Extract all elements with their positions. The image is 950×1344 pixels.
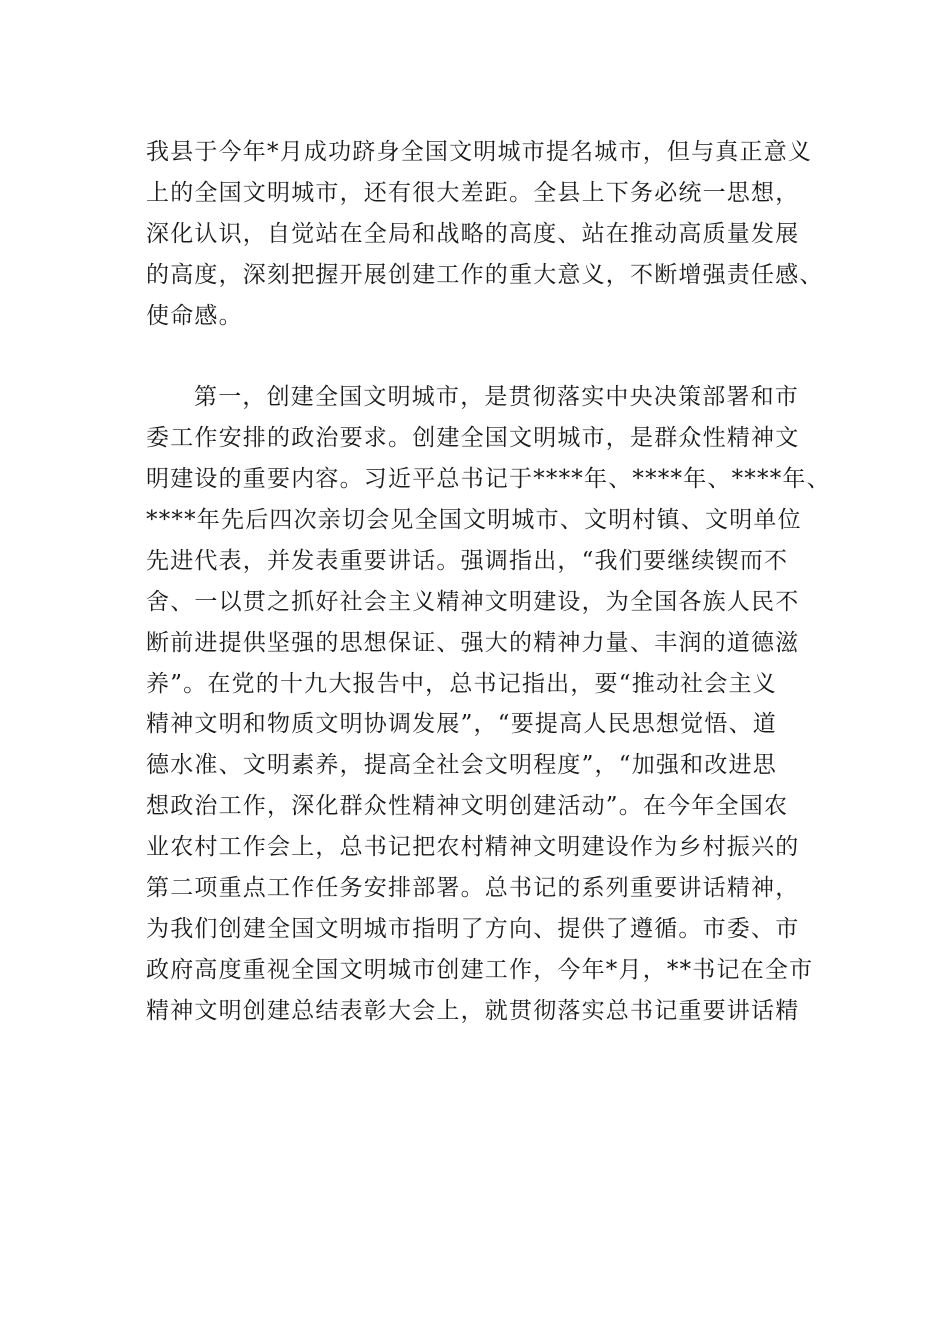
document-body (146, 132, 831, 1072)
paragraph-line: 委工作安排的政治要求。创建全国文明城市，是群众性精神文 (146, 425, 800, 452)
paragraph-line: 第一，创建全国文明城市，是贯彻落实中央决策部署和市 (194, 384, 799, 411)
paragraph-line: 使命感。 (146, 302, 243, 329)
paragraph-line: ****年先后四次亲切会见全国文明城市、文明村镇、文明单位 (146, 507, 802, 534)
paragraph-spacer (146, 336, 816, 377)
paragraph-line: 精神文明创建总结表彰大会上，就贯彻落实总书记重要讲话精 (146, 997, 800, 1024)
paragraph-line: 我县于今年*月成功跻身全国文明城市提名城市，但与真正意义 (146, 139, 813, 165)
paragraph-line: 舍、一以贯之抓好社会主义精神文明建设，为全国各族人民不 (146, 588, 800, 615)
paragraph-line: 深化认识，自觉站在全局和战略的高度、站在推动高质量发展 (146, 220, 800, 247)
paragraph-line (146, 1032, 816, 1073)
paragraph-line: 想政治工作，深化群众性精神文明创建活动”。在今年全国农 (146, 793, 789, 820)
paragraph-line: 断前进提供坚强的思想保证、强大的精神力量、丰润的道德滋 (146, 629, 800, 656)
paragraph-line: 养”。在党的十九大报告中，总书记指出，要“推动社会主义 (146, 670, 777, 697)
paragraph-line: 明建设的重要内容。习近平总书记于****年、****年、****年、 (146, 466, 831, 493)
paragraph-line: 精神文明和物质文明协调发展”，“要提高人民思想觉悟、道 (146, 711, 777, 738)
paragraph-line: 的高度，深刻把握开展创建工作的重大意义，不断增强责任感、 (146, 261, 824, 288)
paragraph-line: 先进代表，并发表重要讲话。强调指出，“我们要继续锲而不 (146, 547, 789, 574)
paragraph-line: 上的全国文明城市，还有很大差距。全县上下务必统一思想， (146, 179, 800, 206)
paragraph-2 (146, 377, 831, 1072)
paragraph-line: 第二项重点工作任务安排部署。总书记的系列重要讲话精神， (146, 875, 800, 902)
paragraph-line: 为我们创建全国文明城市指明了方向、提供了遵循。市委、市 (146, 915, 800, 942)
paragraph-line: 德水准、文明素养，提高全社会文明程度”，“加强和改进思 (146, 752, 777, 779)
paragraph-line: 业农村工作会上，总书记把农村精神文明建设作为乡村振兴的 (146, 834, 800, 861)
paragraph-1 (146, 132, 824, 336)
paragraph-line: 政府高度重视全国文明城市创建工作，今年*月，**书记在全市 (146, 956, 814, 983)
